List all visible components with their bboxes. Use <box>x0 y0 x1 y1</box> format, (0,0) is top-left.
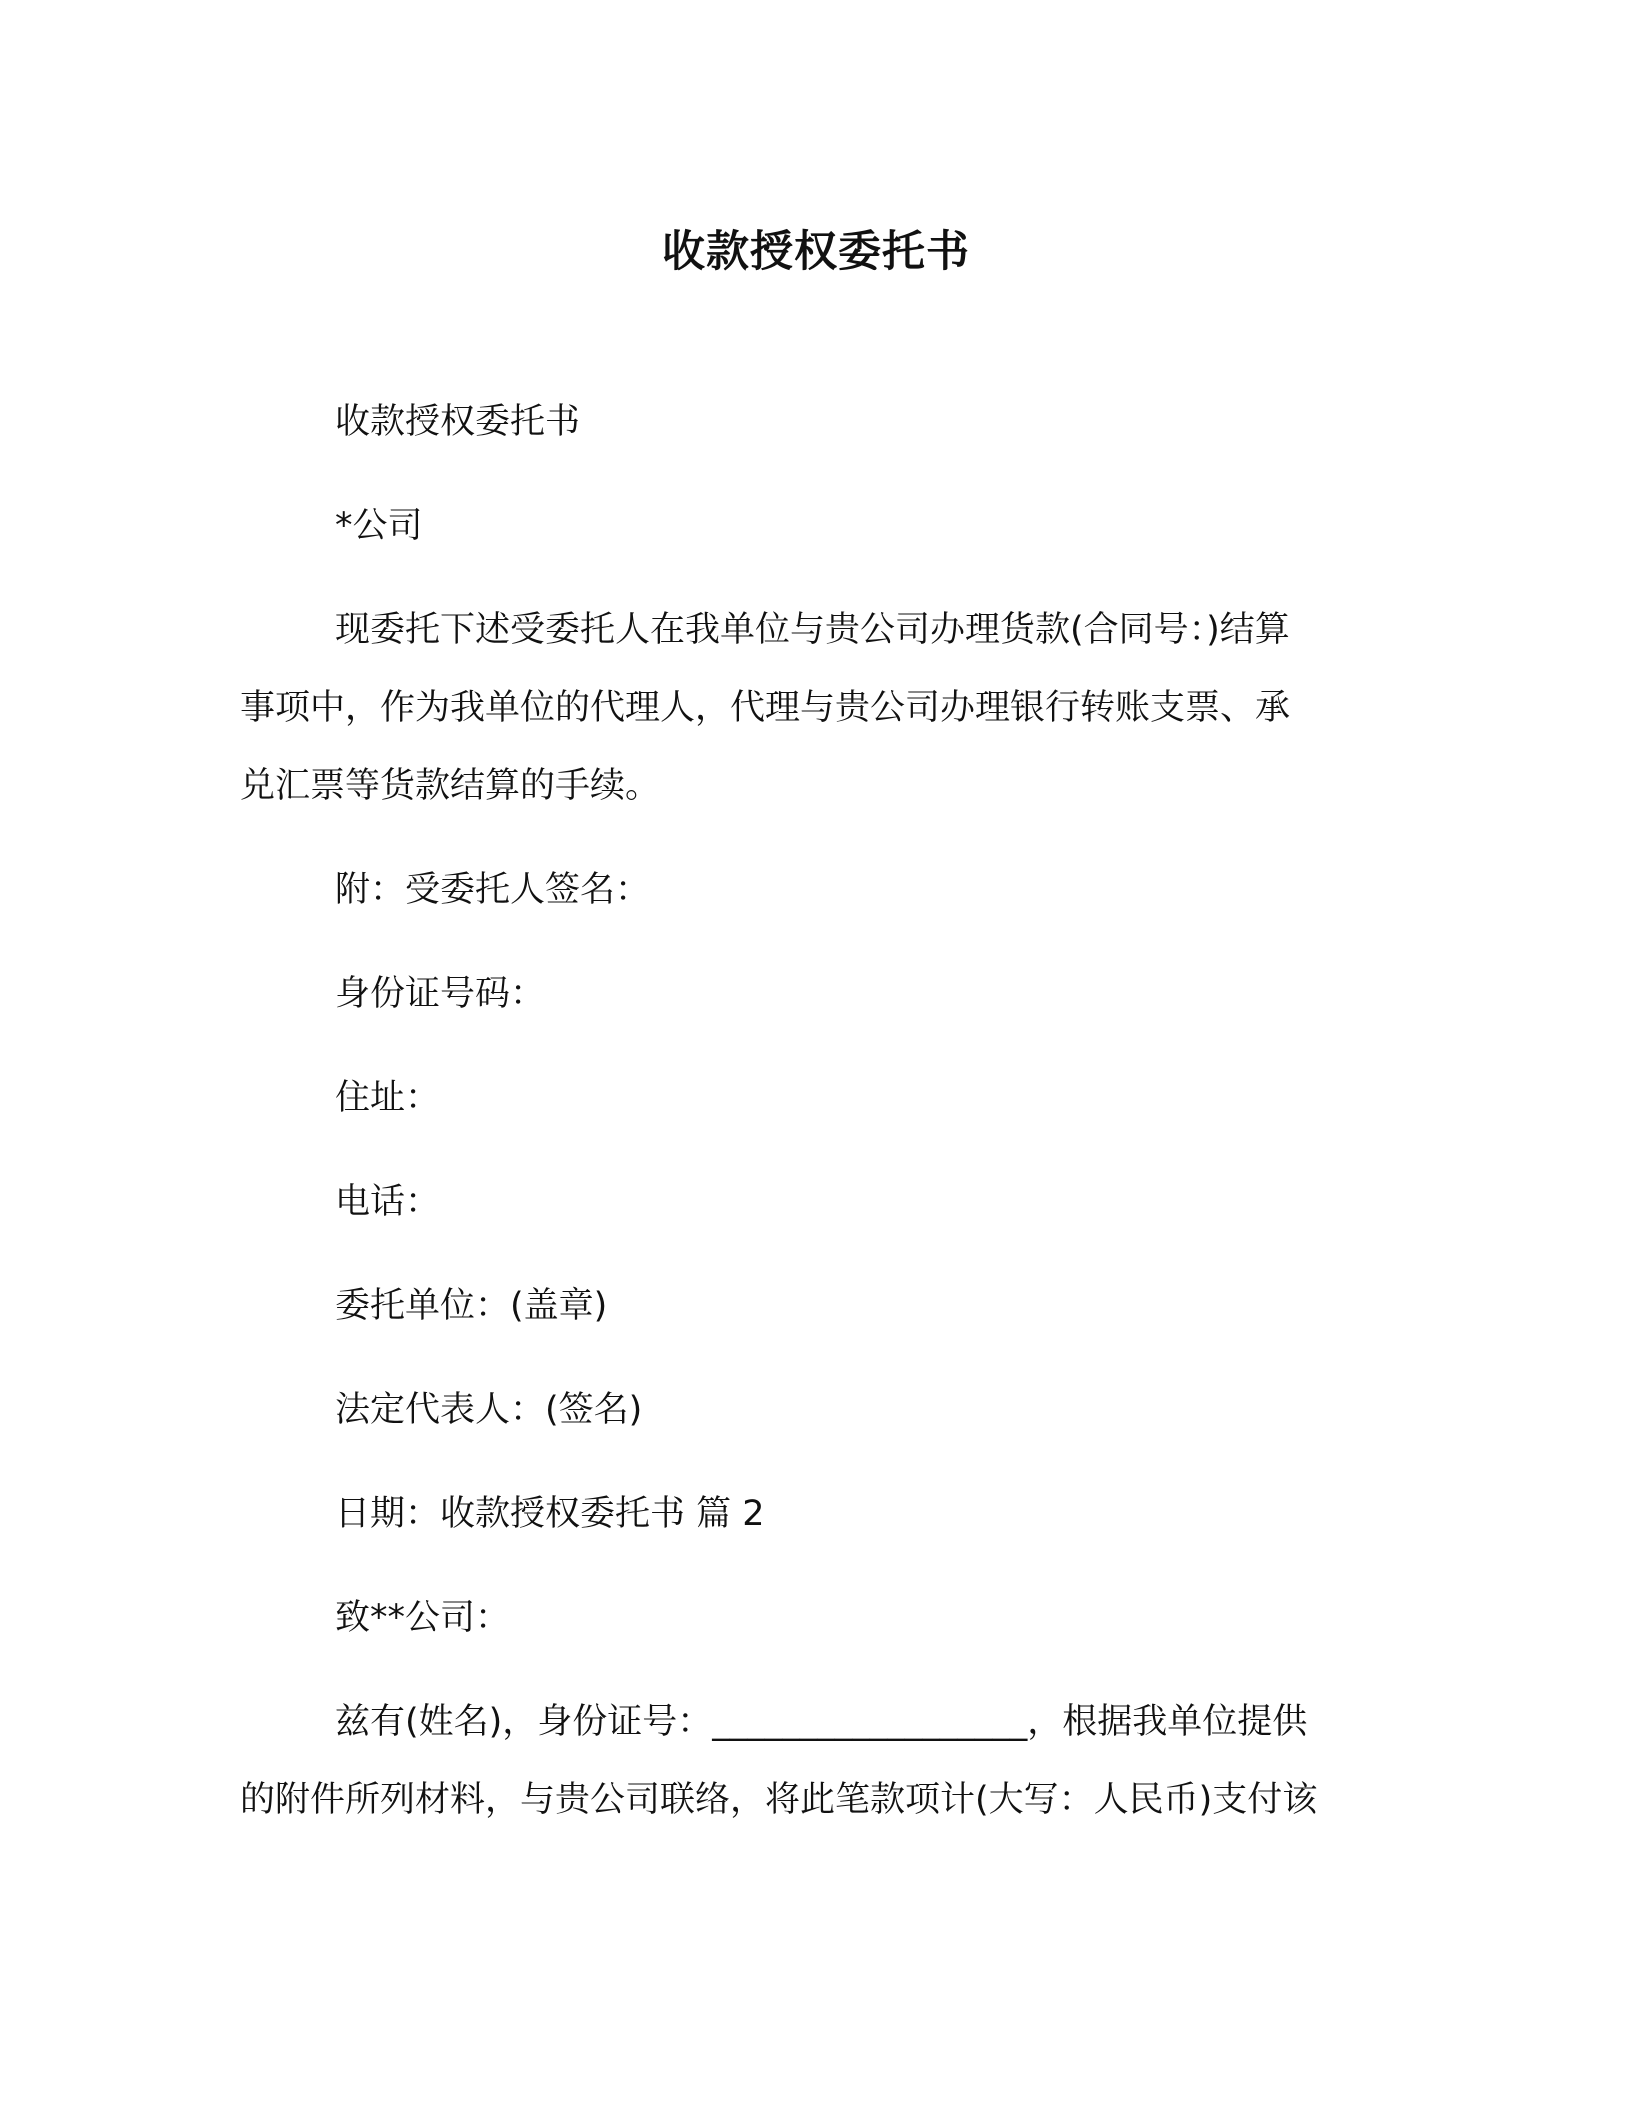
payment-paragraph-line-2: 的附件所列材料，与贵公司联络，将此笔款项计(大写：人民币)支付该 <box>240 1780 1318 1820</box>
id-number-line: 身份证号码： <box>335 974 546 1014</box>
authorization-paragraph-line-1: 现委托下述受委托人在我单位与贵公司办理货款(合同号：)结算 <box>335 610 1290 650</box>
recipient-line: 致**公司： <box>335 1598 511 1638</box>
address-line: 住址： <box>335 1078 441 1118</box>
addressee-line: *公司 <box>335 506 423 546</box>
date-line: 日期：收款授权委托书 篇 2 <box>335 1494 765 1534</box>
authorization-paragraph-line-3: 兑汇票等货款结算的手续。 <box>240 766 661 806</box>
attachment-signature-line: 附：受委托人签名： <box>335 870 651 910</box>
payment-paragraph-line-1: 兹有(姓名)，身份证号：__________________，根据我单位提供 <box>335 1702 1308 1742</box>
paragraph-heading: 收款授权委托书 <box>335 402 581 442</box>
document-title: 收款授权委托书 <box>662 227 970 277</box>
entrusting-unit-line: 委托单位：(盖章) <box>335 1286 608 1326</box>
phone-line: 电话： <box>335 1182 441 1222</box>
authorization-paragraph-line-2: 事项中，作为我单位的代理人，代理与贵公司办理银行转账支票、承 <box>240 688 1291 728</box>
legal-representative-line: 法定代表人：(签名) <box>335 1390 643 1430</box>
